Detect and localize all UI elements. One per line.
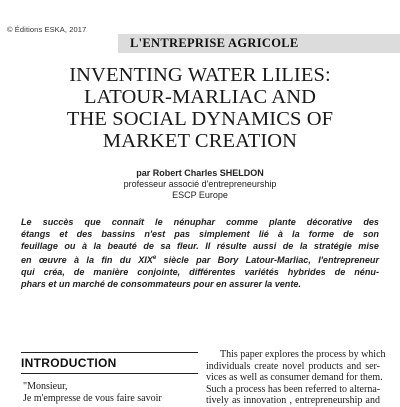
section-title: L'ENTREPRISE AGRICOLE [130, 36, 299, 50]
right-column [206, 349, 386, 407]
abstract-line: étangs et des bassins n'est pas simplement lié à la forme de son [21, 229, 379, 239]
abstract-line [21, 252, 379, 266]
intro-rule-bottom [21, 373, 198, 374]
abstract-line: feuillage ou à la beauté de sa fleur. Il résulte aussi de la stratégie mise [21, 241, 379, 251]
century-numeral: XIX [138, 255, 153, 266]
title-line: INVENTING WATER LILIES: [69, 64, 331, 86]
abstract [21, 216, 379, 290]
left-col-line: Je m'empresse de vous faire savoir [23, 393, 162, 404]
title-line: THE SOCIAL DYNAMICS OF [66, 108, 334, 130]
left-column [23, 381, 198, 405]
byline-prefix: par [136, 168, 151, 178]
author-line [0, 168, 400, 179]
right-col-line: Such a process has been referred to alterna- [206, 383, 381, 395]
right-col-line: vices as well as consumer demand for them. [206, 372, 383, 384]
intro-rule-top [21, 352, 198, 353]
right-col-line: This paper explores the process by which [220, 349, 386, 360]
byline [0, 168, 400, 201]
right-col-line: individuals create novel products and ser- [206, 360, 380, 372]
copyright-notice: © Éditions ESKA, 2017 [7, 25, 87, 34]
title-line: MARKET CREATION [102, 130, 298, 152]
abstract-line: Le succès que connaît le nénuphar comme plante décorative des [21, 217, 379, 227]
abstract-line: phars et un marché de consommateurs pour en assurer la vente. [21, 279, 301, 290]
intro-heading: INTRODUCTION [21, 356, 117, 370]
century-superscript: e [152, 255, 157, 261]
abstract-line: qui créa, de manière conjointe, différentes variétés hybrides de nénu- [21, 267, 379, 278]
right-col-line: tively as innovation , entrepreneurship and [206, 395, 380, 407]
article-title [20, 64, 380, 152]
author-name: Robert Charles SHELDON [152, 168, 264, 178]
author-affiliation: professeur associé d'entrepreneurship [123, 179, 277, 189]
left-col-line: "Monsieur, [23, 381, 68, 392]
abstract-line-rest: siècle par Bory Latour-Marliac, l'entrepreneur [156, 255, 379, 266]
title-line: LATOUR-MARLIAC AND [83, 86, 317, 108]
abstract-line-start: en œuvre à la fin du [21, 255, 139, 266]
author-institution: ESCP Europe [172, 190, 228, 200]
